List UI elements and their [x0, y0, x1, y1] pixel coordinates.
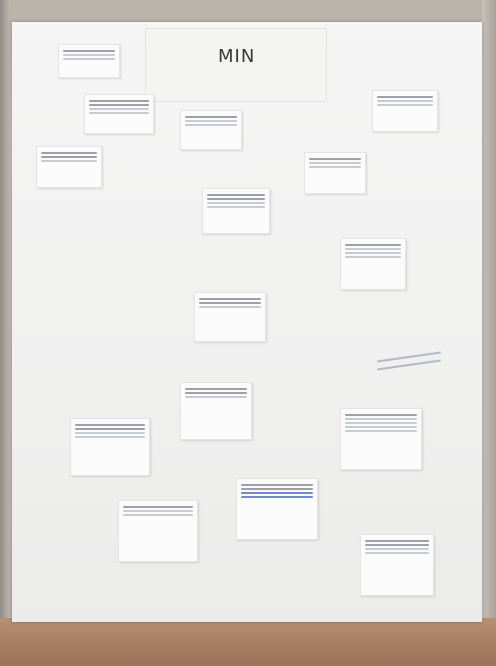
handwritten-note — [377, 350, 441, 378]
wall-right — [482, 0, 496, 666]
sticky-note — [340, 408, 422, 470]
sticky-note — [36, 146, 102, 188]
sticky-note — [236, 478, 318, 540]
sticky-note — [202, 188, 270, 234]
sticky-note — [194, 292, 266, 342]
sticky-note — [118, 500, 198, 562]
sticky-note — [180, 110, 242, 150]
sticky-note — [180, 382, 252, 440]
sticky-note — [372, 90, 438, 132]
sticky-note — [360, 534, 434, 596]
sticky-note — [84, 94, 154, 134]
sticky-note — [70, 418, 150, 476]
sticky-note — [304, 152, 366, 194]
wall-left — [0, 0, 10, 666]
floor — [0, 618, 496, 666]
sticky-note — [58, 44, 120, 78]
poster-title: MIN — [218, 46, 256, 67]
sticky-note — [340, 238, 406, 290]
